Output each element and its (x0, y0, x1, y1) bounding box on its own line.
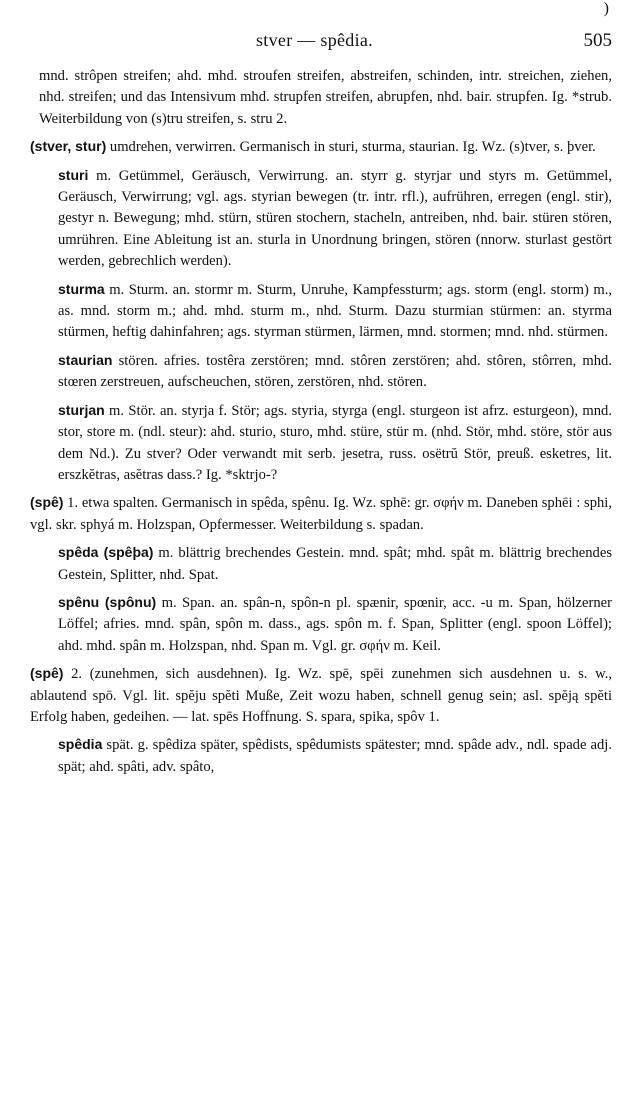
entry-headword: sturjan (58, 401, 105, 418)
sub-entry (58, 350, 612, 394)
entry-text: m. Sturm. an. stormr m. Sturm, Unruhe, Kampfessturm; ags. storm (engl. storm) m., as. mnd. storm m.; ahd. mhd. sturm m., nhd. Sturm. Dazu sturmian stürmen: an. styrma stürmen, heftig dahinfahren; ags. styrman stürmen, lärmen, mnd. stormen; mnd. nhd. stürmen. (58, 281, 612, 341)
sub-entry (58, 542, 612, 586)
entry-text: umdrehen, verwirren. Germanisch in sturi, sturma, staurian. Ig. Wz. (s)tver, s. þver. (106, 139, 596, 156)
entry-headword: spêdia (58, 736, 103, 753)
sub-entry (58, 279, 612, 344)
entry-headword: (spê) (30, 494, 64, 511)
entry-headword: staurian (58, 351, 113, 368)
page-title: stver — spêdia. (256, 30, 373, 50)
sub-entry (58, 400, 612, 487)
entry-continuation (39, 66, 612, 130)
sub-entry (58, 734, 612, 778)
page-number: 505 (583, 30, 612, 51)
entry-text: 2. (zunehmen, sich ausdehnen). Ig. Wz. spē, spēi zunehmen sich ausdehnen u. s. w., ablautend spō. Vgl. lit. spĕju spĕti Muße, Zeit wozu haben, schnell genug sein; asl. spĕją spĕti Erfolg haben, gedeihen. — lat. spēs Hoffnung. S. spara, spika, spôv 1. (30, 666, 612, 725)
entries-column (30, 66, 612, 780)
entry-text: m. blättrig brechendes Gestein. mnd. spât; mhd. spât m. blättrig brechendes Gestein, Splitter, nhd. Spat. (58, 545, 612, 583)
corner-mark: ) (603, 0, 609, 17)
entry-text: stören. afries. tostêra zerstören; mnd. stôren zerstören; ahd. stôren, stôrren, mhd. stœren zerstreuen, aufscheuchen, stören, zerstören, nhd. stören. (58, 352, 612, 391)
entry-text: 1. etwa spalten. Germanisch in spêda, spênu. Ig. Wz. sphē: gr. σφήν m. Daneben sphēi : sphi, vgl. skr. sphyá m. Holzspan, Opfermesser. Weiterbildung s. spadan. (30, 495, 612, 533)
entry-headword: (spê) (30, 665, 64, 682)
entry-headword: sturi (58, 166, 89, 183)
entry-text: mnd. strôpen streifen; ahd. mhd. stroufen streifen, abstreifen, schinden, intr. streichen, ziehen, nhd. streifen; und das Intensivum mhd. strupfen streifen, abrupfen, nhd. bair. strupfen. Ig. *strub. Weiterbildung von (s)tru streifen, s. stru 2. (39, 68, 612, 127)
entry-headword: spênu (spônu) (58, 593, 157, 610)
entry-headword: sturma (58, 280, 105, 297)
entry-text: m. Stör. an. styrja f. Stör; ags. styria, styrga (engl. sturgeon ist afrz. esturgeon), mnd. stor, store m. (ndl. steur): ahd. sturio, sturo, mhd. stüre, stür m. (nhd. Stör, mhd. störe, stör aus dem Nd.). Zu stver? Oder verwandt mit serb. jesetra, russ. osëtrŭ Stör, preuß. esketres, lit. erszkĕtras, asĕtras dass.? Ig. *sktrjo-? (58, 402, 612, 483)
root-entry (30, 492, 612, 536)
root-entry (30, 136, 612, 158)
entry-text: spät. g. spêdiza später, spêdists, spêdumists spätester; mnd. spâde adv., ndl. spade adj. spät; ahd. spâti, adv. spâto, (58, 737, 612, 775)
entry-text: m. Span. an. spân-n, spôn-n pl. spænir, spœnir, acc. -u m. Span, hölzerner Löffel; afries. mnd. spân, spôn m. dass., ags. spôn m. f. Span, Splitter (engl. spoon Löffel); ahd. mhd. spân m. Holzspan, nhd. Span m. Vgl. gr. σφήν m. Keil. (58, 594, 613, 654)
entry-headword: spêda (spêþa) (58, 544, 154, 561)
entry-headword: (stver, stur) (30, 138, 107, 155)
sub-entry (58, 592, 612, 657)
entry-text: m. Getümmel, Geräusch, Verwirrung. an. styrr g. styrjar und styrs m. Getümmel, Geräusch, Verwirrung; vgl. ags. styrian bewegen (tr. intr. rfl.), aufrühren, erregen (engl. stir), gestyr n. Bewegung; mhd. stürn, stüren stochern, stacheln, antreiben, nhd. bair. stüren stören, umrühren. Eine Ableitung ist an. sturla in Unordnung bringen, stören (nnorw. sturlast gestört werden, gebrechlich werden). (58, 167, 612, 270)
sub-entry (58, 165, 612, 273)
root-entry (30, 663, 612, 728)
running-head (0, 30, 625, 54)
